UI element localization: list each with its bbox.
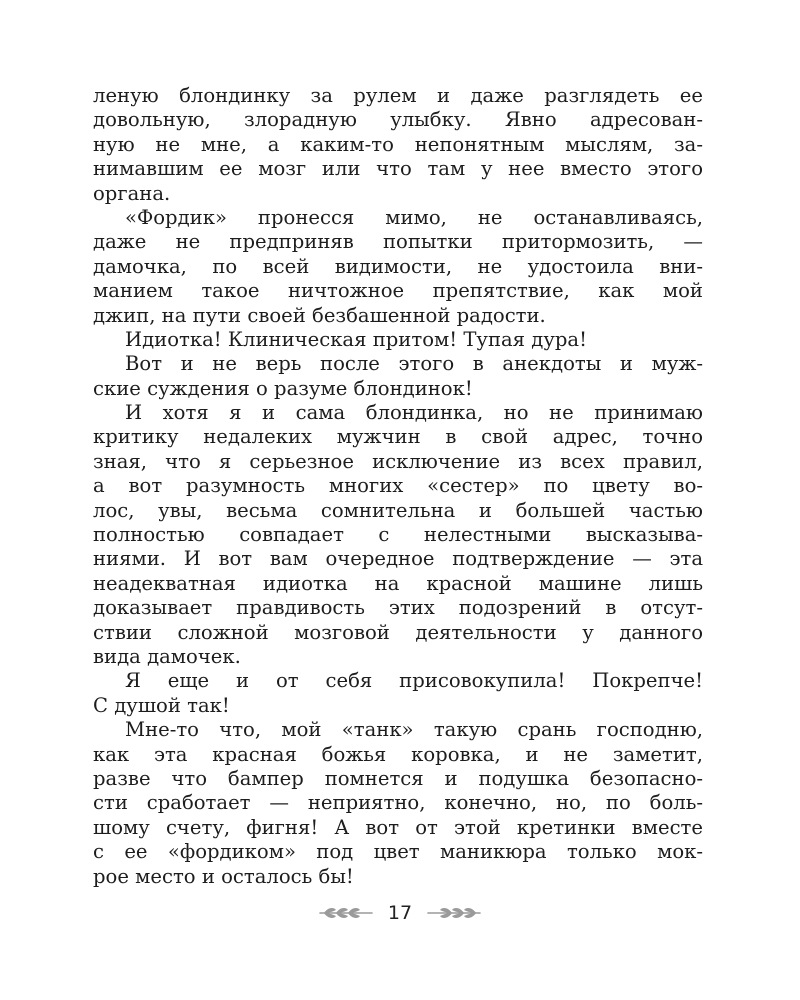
text-line: Идиотка! Клиническая притом! Тупая дура! — [125, 327, 587, 351]
text-line: джип, на пути своей безбашенной радости. — [93, 303, 546, 327]
text-line: с ее «фордиком» под цвет маникюра только мок- — [93, 840, 703, 864]
page-number: 17 — [387, 902, 413, 924]
text-line: Вот и не верь после этого в анекдоты и муж- — [125, 352, 703, 376]
text-line: доказывает правдивость этих подозрений в отсут- — [93, 596, 703, 620]
body-text — [93, 84, 703, 889]
text-line: рое место и осталось бы! — [93, 864, 354, 888]
text-line: ствии сложной мозговой деятельности у данного — [93, 620, 703, 644]
text-line: даже не предприняв попытки притормозить, — — [93, 230, 703, 254]
text-line: ские суждения о разуме блондинок! — [93, 376, 473, 400]
text-line: лос, увы, весьма сомнительна и большей частью — [93, 498, 703, 522]
text-line: критику недалеких мужчин в свой адрес, точно — [93, 425, 703, 449]
text-line: вида дамочек. — [93, 644, 241, 668]
text-line: довольную, злорадную улыбку. Явно адресован- — [93, 108, 703, 132]
text-line: разве что бампер помнется и подушка безопасно- — [93, 766, 703, 790]
text-line: леную блондинку за рулем и даже разглядеть ее — [93, 84, 703, 107]
text-line: а вот разумность многих «сестер» по цвету во- — [93, 474, 703, 498]
text-line: сти сработает — неприятно, конечно, но, по боль- — [93, 791, 703, 815]
text-line: С душой так! — [93, 693, 230, 717]
text-line: нимавшим ее мозг или что там у нее вместо этого — [93, 157, 703, 181]
text-line: полностью совпадает с нелестными высказыва- — [93, 523, 703, 547]
text-line: дамочка, по всей видимости, не удостоила вни- — [93, 254, 703, 278]
leaf-branch-left-icon — [318, 904, 374, 922]
text-line: И хотя я и сама блондинка, но не принимаю — [125, 401, 703, 425]
text-line: ную не мне, а каким-то непонятным мыслям, за- — [93, 132, 703, 156]
leaf-branch-right-icon — [426, 904, 482, 922]
page-footer — [0, 898, 800, 928]
text-line: неадекватная идиотка на красной машине лишь — [93, 571, 703, 595]
text-line: шому счету, фигня! А вот от этой кретинки вместе — [93, 815, 703, 839]
text-line: манием такое ничтожное препятствие, как мой — [93, 279, 703, 303]
text-line: зная, что я серьезное исключение из всех правил, — [93, 449, 703, 473]
text-line: как эта красная божья коровка, и не заметит, — [93, 742, 703, 766]
text-line: ниями. И вот вам очередное подтверждение — эта — [93, 547, 703, 571]
text-line: Я еще и от себя присовокупила! Покрепче! — [125, 669, 703, 693]
text-line: «Фордик» пронесся мимо, не останавливаясь, — [125, 205, 703, 229]
text-line: органа. — [93, 181, 171, 205]
text-line: Мне-то что, мой «танк» такую срань господню, — [125, 718, 703, 742]
